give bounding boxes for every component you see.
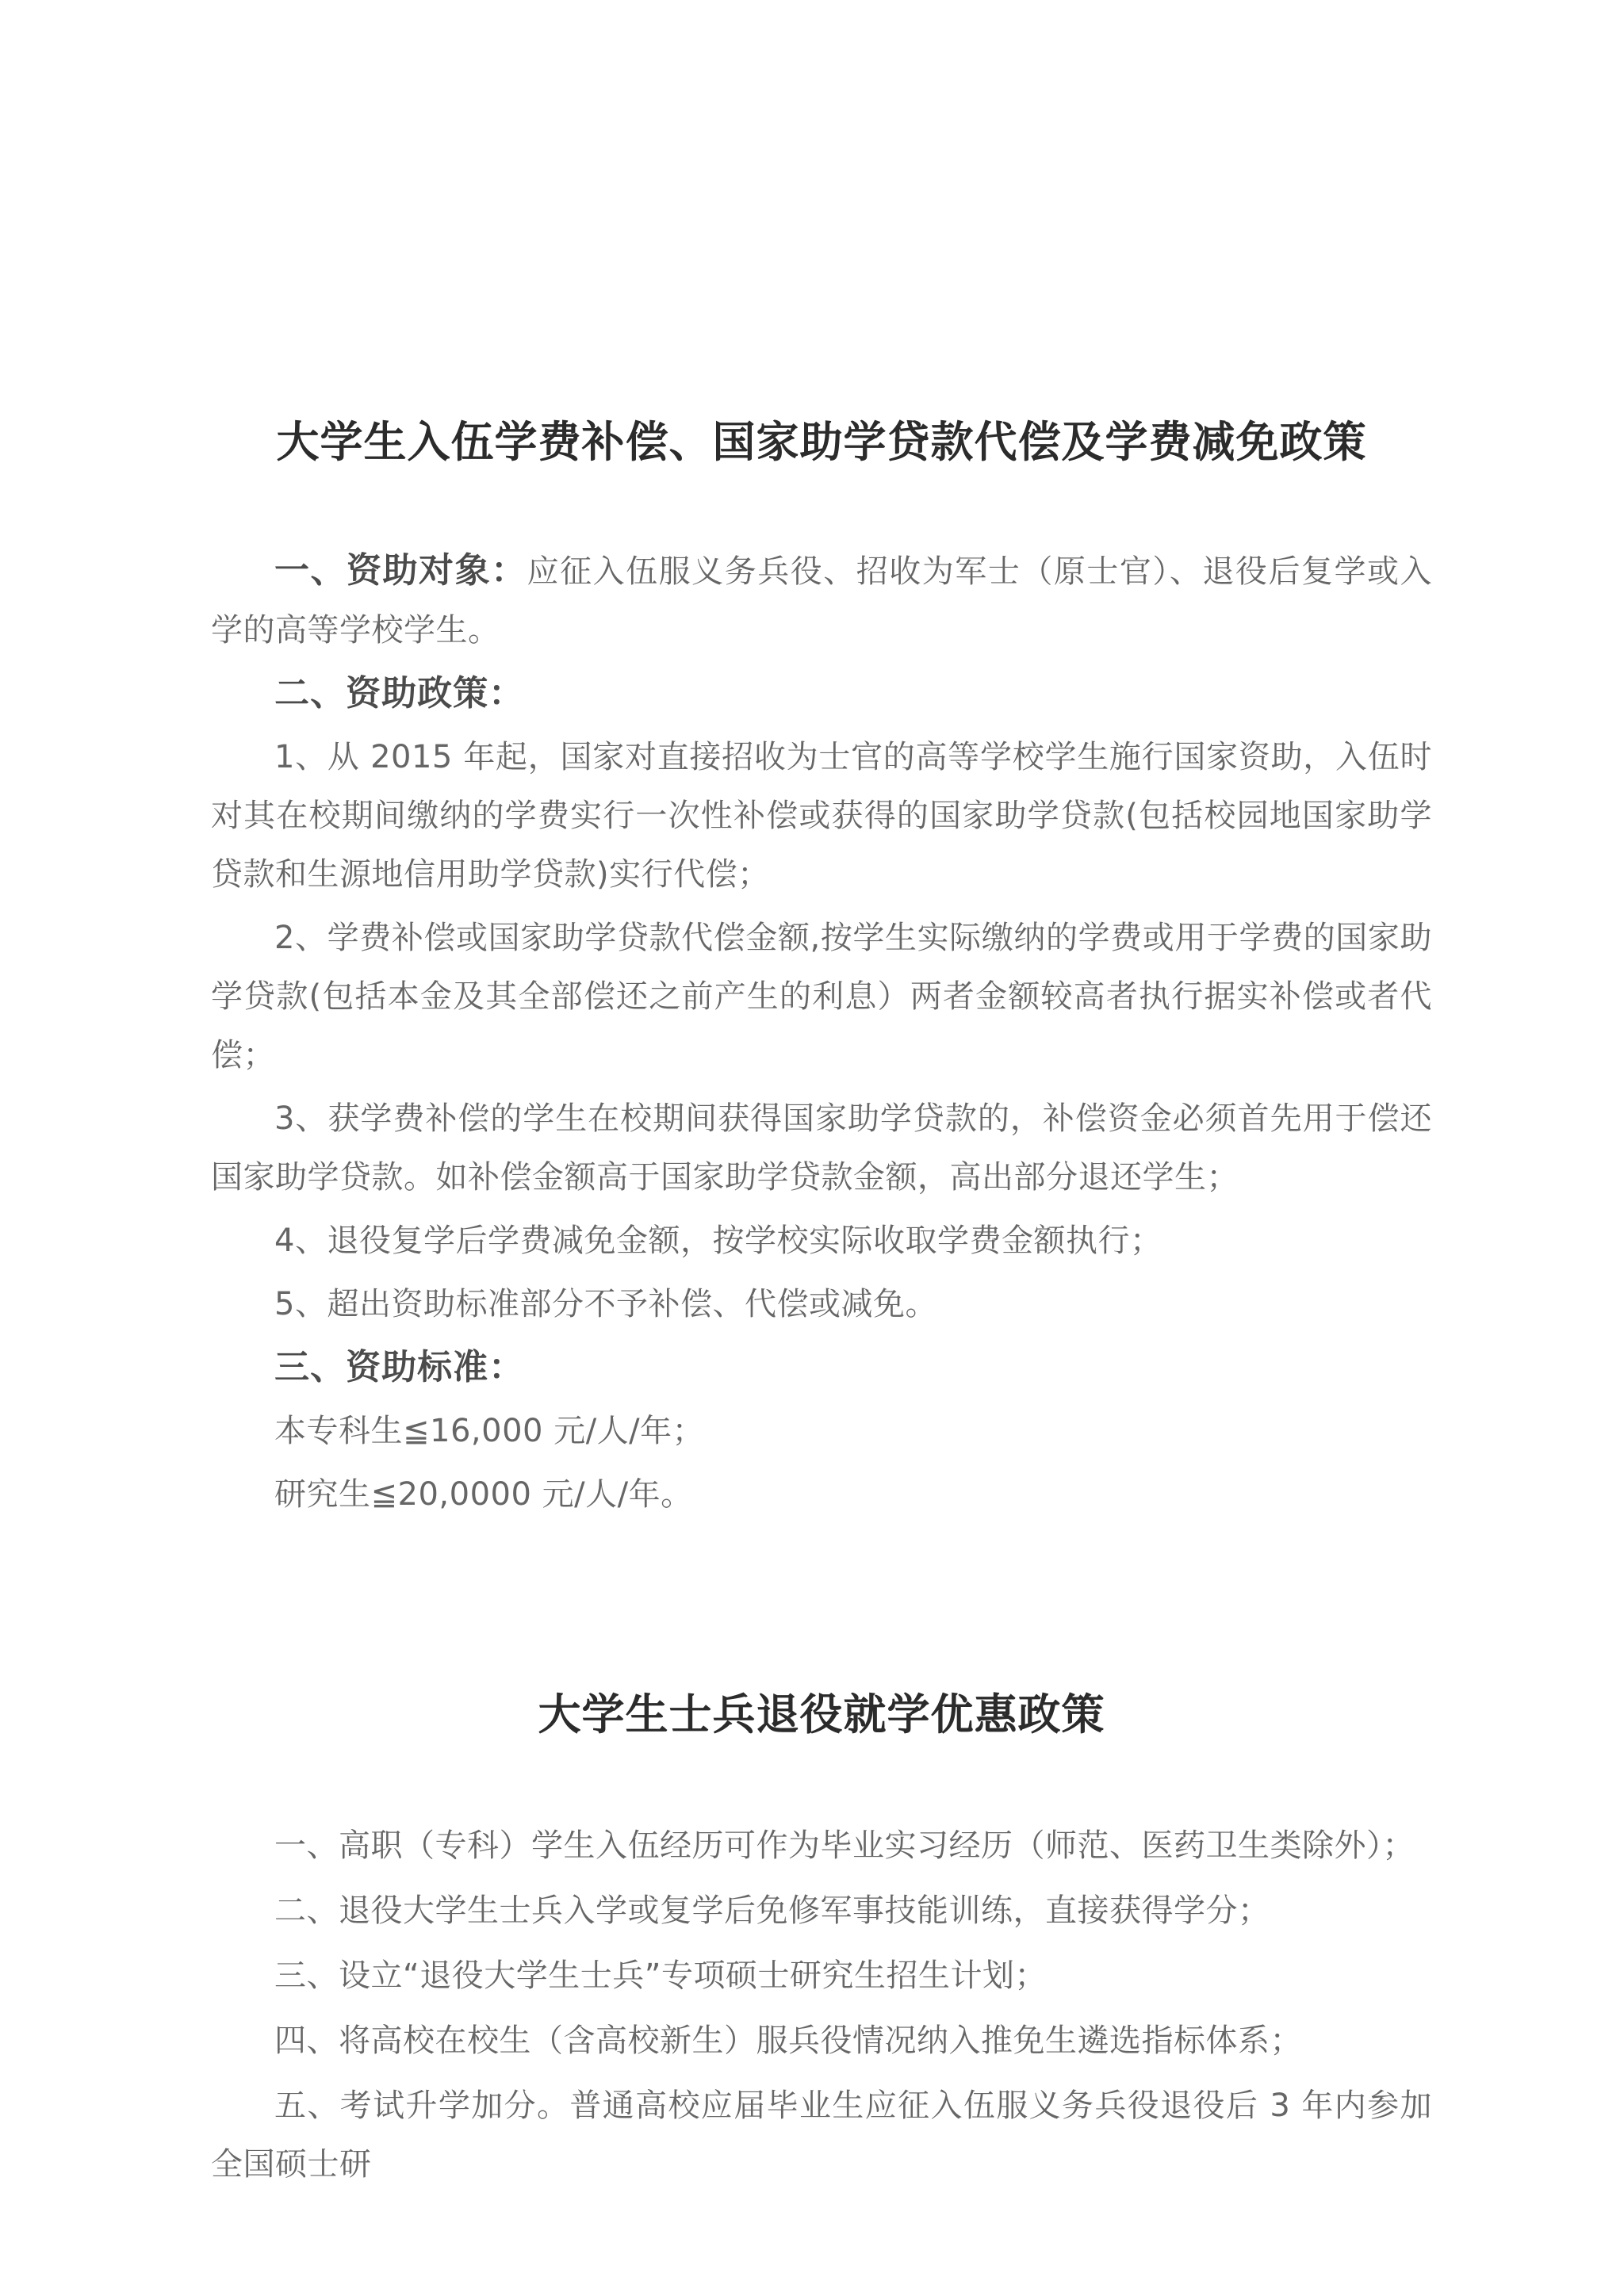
doc1-section1-label: 一、资助对象：: [274, 550, 527, 591]
doc1-standard-postgraduate: 研究生≦20,0000 元/人/年。: [274, 1476, 693, 1513]
doc1-section2-heading: 二、资助政策：: [274, 673, 525, 714]
doc1-policy-item-2: 2、学费补偿或国家助学贷款代偿金额,按学生实际缴纳的学费或用于学费的国家助学贷款(包括本金及其全部偿还之前产生的利息）两者金额较高者执行据实补偿或者代偿；: [211, 920, 1432, 1073]
doc2-item-3: 三、设立“退役大学生士兵”专项硕士研究生招生计划；: [274, 1957, 1047, 1994]
doc1-policy-item-3: 3、获学费补偿的学生在校期间获得国家助学贷款的，补偿资金必须首先用于偿还国家助学贷款。如补偿金额高于国家助学贷款金额，高出部分退还学生；: [211, 1100, 1432, 1196]
doc1-title: 大学生入伍学费补偿、国家助学贷款代偿及学费减免政策: [276, 417, 1367, 467]
doc1-policy-item-1: 1、从 2015 年起，国家对直接招收为士官的高等学校学生施行国家资助，入伍时对其在校期间缴纳的学费实行一次性补偿或获得的国家助学贷款(包括校园地国家助学贷款和生源地信用助学贷款)实行代偿；: [211, 739, 1432, 893]
doc2-item-4: 四、将高校在校生（含高校新生）服兵役情况纳入推免生遴选指标体系；: [274, 2022, 1302, 2059]
doc2-title: 大学生士兵退役就学优惠政策: [538, 1689, 1105, 1739]
doc1-policy-item-5: 5、超出资助标准部分不予补偿、代偿或减免。: [274, 1286, 937, 1322]
doc2-item-2: 二、退役大学生士兵入学或复学后免修军事技能训练，直接获得学分；: [274, 1892, 1270, 1929]
doc2-item-1: 一、高职（专科）学生入伍经历可作为毕业实习经历（师范、医药卫生类除外）；: [274, 1827, 1415, 1864]
doc1-standard-undergraduate: 本专科生≦16,000 元/人/年；: [274, 1413, 705, 1449]
doc1-section3-heading: 三、资助标准：: [274, 1347, 525, 1387]
doc1-section1-text: 应征入伍服义务兵役、招收为军士（原士官）、退役后复学或入学的高等学校学生。: [211, 553, 1433, 649]
doc2-item-5: 五、考试升学加分。普通高校应届毕业生应征入伍服义务兵役退役后 3 年内参加全国硕士研: [211, 2087, 1432, 2183]
doc1-policy-item-4: 4、退役复学后学费减免金额，按学校实际收取学费金额执行；: [274, 1223, 1162, 1259]
doc1-section1-paragraph: [211, 541, 1432, 660]
